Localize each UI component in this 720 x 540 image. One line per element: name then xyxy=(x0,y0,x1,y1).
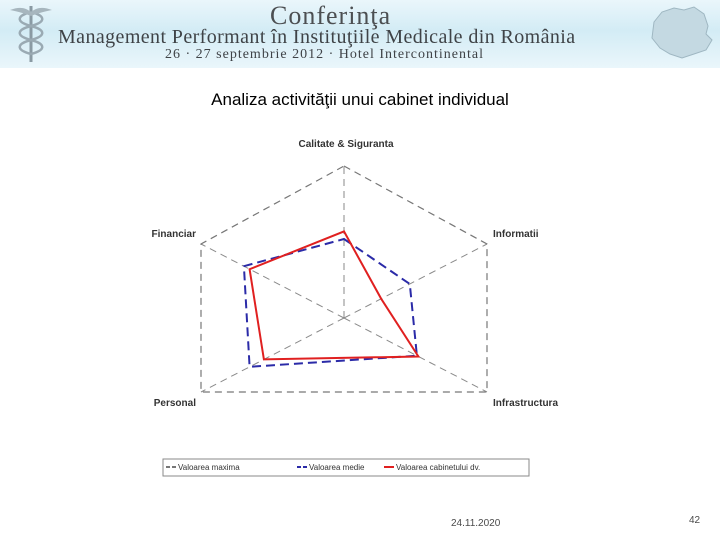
radar-axis-label: Infrastructura xyxy=(493,398,559,409)
legend-entry-0: Valoarea maxima xyxy=(178,463,240,472)
radar-spoke-3 xyxy=(201,318,344,392)
radar-axis-label: Informatii xyxy=(493,229,539,240)
radar-spoke-1 xyxy=(344,244,487,318)
radar-spoke-2 xyxy=(344,318,487,392)
legend-entry-2: Valoarea cabinetului dv. xyxy=(396,463,481,472)
page-number: 42 xyxy=(689,515,701,526)
banner-date-venue: 26 · 27 septembrie 2012 · Hotel Intercontinental xyxy=(165,47,484,62)
radar-axis-label: Financiar xyxy=(151,229,196,240)
radar-axis-label: Calitate & Siguranta xyxy=(298,139,394,150)
footer-date: 24.11.2020 xyxy=(451,518,501,529)
radar-series-2 xyxy=(250,231,419,359)
legend-entry-1: Valoarea medie xyxy=(309,463,365,472)
radar-axis-label: Personal xyxy=(153,398,196,409)
banner-title: Conferinţa xyxy=(270,1,392,30)
banner-subtitle: Management Performant în Instituţiile Medicale din România xyxy=(58,26,576,48)
radar-spoke-4 xyxy=(201,244,344,318)
slide-title: Analiza activităţii unui cabinet individual xyxy=(211,90,509,109)
radar-series-1 xyxy=(244,239,417,367)
